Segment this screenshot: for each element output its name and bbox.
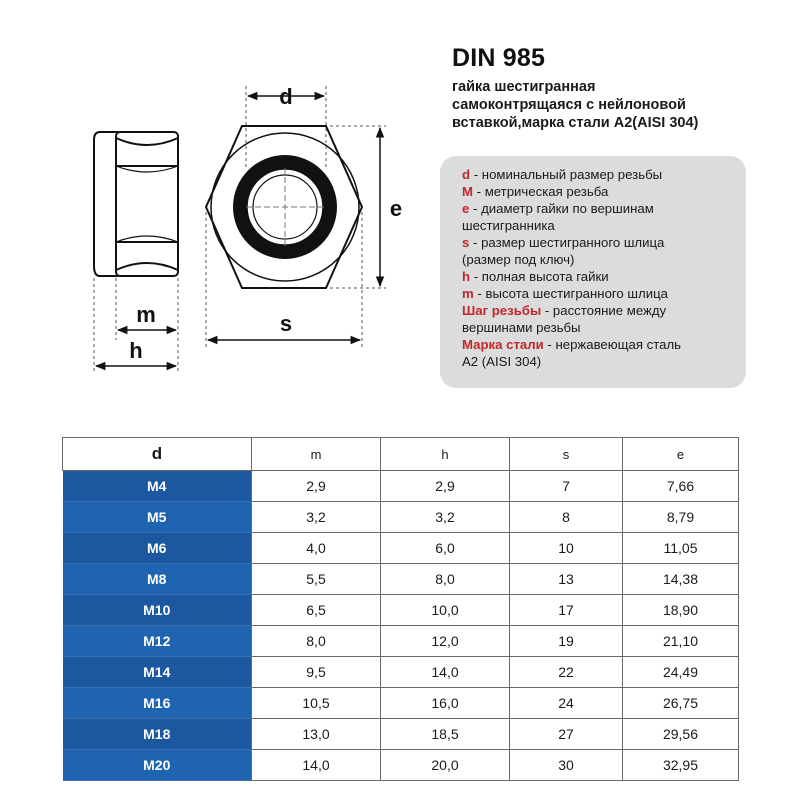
table-row <box>63 626 739 657</box>
cell-m: 8,0 <box>252 626 381 657</box>
cell-e: 32,95 <box>623 750 739 781</box>
legend-item <box>462 200 738 234</box>
cell-s: 7 <box>510 471 623 502</box>
cell-m: 9,5 <box>252 657 381 688</box>
legend-text-continued: вершинами резьбы <box>462 320 581 335</box>
subtitle-line: самоконтрящаяся с нейлоновой <box>452 97 686 113</box>
legend-item <box>462 336 738 370</box>
page-title: DIN 985 <box>452 44 546 72</box>
column-header-e: e <box>623 438 739 471</box>
cell-h: 10,0 <box>381 595 510 626</box>
column-header-d: d <box>63 438 252 471</box>
legend-item <box>462 268 738 285</box>
spec-table <box>62 437 739 781</box>
cell-s: 19 <box>510 626 623 657</box>
cell-m: 13,0 <box>252 719 381 750</box>
table-row <box>63 471 739 502</box>
cell-m: 14,0 <box>252 750 381 781</box>
cell-e: 24,49 <box>623 657 739 688</box>
cell-size: M4 <box>63 471 252 502</box>
legend-item <box>462 234 738 268</box>
cell-e: 29,56 <box>623 719 739 750</box>
dim-label-m: m <box>136 302 156 327</box>
legend-key: Марка стали <box>462 337 544 352</box>
cell-h: 14,0 <box>381 657 510 688</box>
cell-size: M12 <box>63 626 252 657</box>
legend-text: - размер шестигранного шлица <box>469 235 665 250</box>
legend-text: - номинальный размер резьбы <box>470 167 663 182</box>
cell-s: 27 <box>510 719 623 750</box>
nylon-insert-side <box>94 132 118 276</box>
dim-label-h: h <box>129 338 143 363</box>
cell-e: 7,66 <box>623 471 739 502</box>
side-view <box>94 132 178 276</box>
column-header-h: h <box>381 438 510 471</box>
cell-e: 26,75 <box>623 688 739 719</box>
cell-s: 17 <box>510 595 623 626</box>
cell-s: 24 <box>510 688 623 719</box>
cell-s: 22 <box>510 657 623 688</box>
cell-e: 14,38 <box>623 564 739 595</box>
cell-e: 21,10 <box>623 626 739 657</box>
legend-text: - полная высота гайки <box>470 269 609 284</box>
cell-m: 2,9 <box>252 471 381 502</box>
legend-text: - расстояние между <box>541 303 667 318</box>
legend-item <box>462 166 738 183</box>
cell-e: 11,05 <box>623 533 739 564</box>
cell-h: 3,2 <box>381 502 510 533</box>
cell-size: M16 <box>63 688 252 719</box>
table-row <box>63 719 739 750</box>
legend-key: Шаг резьбы <box>462 303 542 318</box>
legend-item <box>462 285 738 302</box>
cell-h: 8,0 <box>381 564 510 595</box>
column-header-m: m <box>252 438 381 471</box>
cell-s: 10 <box>510 533 623 564</box>
cell-e: 8,79 <box>623 502 739 533</box>
cell-size: M14 <box>63 657 252 688</box>
cell-s: 8 <box>510 502 623 533</box>
dim-label-d: d <box>279 84 293 109</box>
legend-key: s <box>462 235 470 250</box>
cell-h: 6,0 <box>381 533 510 564</box>
legend-key: d <box>462 167 471 182</box>
cell-size: M5 <box>63 502 252 533</box>
legend-text-continued: А2 (AISI 304) <box>462 354 542 369</box>
cell-size: M10 <box>63 595 252 626</box>
dim-label-e: e <box>389 196 403 221</box>
subtitle <box>452 78 782 132</box>
cell-size: M8 <box>63 564 252 595</box>
table-row <box>63 750 739 781</box>
top-view <box>206 126 362 288</box>
table-row <box>63 657 739 688</box>
legend-key: e <box>462 201 470 216</box>
legend-text: - нержавеющая сталь <box>543 337 682 352</box>
legend-text: - диаметр гайки по вершинам <box>469 201 654 216</box>
cell-h: 20,0 <box>381 750 510 781</box>
table-row <box>63 502 739 533</box>
cell-m: 4,0 <box>252 533 381 564</box>
legend-text: - высота шестигранного шлица <box>473 286 668 301</box>
cell-m: 10,5 <box>252 688 381 719</box>
legend-item <box>462 302 738 336</box>
cell-h: 18,5 <box>381 719 510 750</box>
cell-size: M6 <box>63 533 252 564</box>
hex-body-side <box>116 132 178 276</box>
legend-key: M <box>462 184 473 199</box>
table-header-row <box>63 438 739 471</box>
cell-size: M18 <box>63 719 252 750</box>
column-header-s: s <box>510 438 623 471</box>
legend-item <box>462 183 738 200</box>
legend-text-continued: шестигранника <box>462 218 555 233</box>
table-row <box>63 688 739 719</box>
cell-size: M20 <box>63 750 252 781</box>
cell-s: 30 <box>510 750 623 781</box>
cell-h: 12,0 <box>381 626 510 657</box>
table-row <box>63 564 739 595</box>
legend-key: h <box>462 269 471 284</box>
table-row <box>63 533 739 564</box>
cell-m: 6,5 <box>252 595 381 626</box>
legend-key: m <box>462 286 474 301</box>
cell-s: 13 <box>510 564 623 595</box>
table-body <box>63 471 739 781</box>
cell-m: 3,2 <box>252 502 381 533</box>
cell-e: 18,90 <box>623 595 739 626</box>
cell-h: 16,0 <box>381 688 510 719</box>
subtitle-line: вставкой,марка стали А2(AISI 304) <box>452 115 699 131</box>
subtitle-line: гайка шестигранная <box>452 79 596 95</box>
legend-box <box>440 156 746 388</box>
dim-label-s: s <box>279 311 293 336</box>
table-row <box>63 595 739 626</box>
cell-h: 2,9 <box>381 471 510 502</box>
cell-m: 5,5 <box>252 564 381 595</box>
legend-text-continued: (размер под ключ) <box>462 252 575 267</box>
legend-text: - метрическая резьба <box>473 184 609 199</box>
